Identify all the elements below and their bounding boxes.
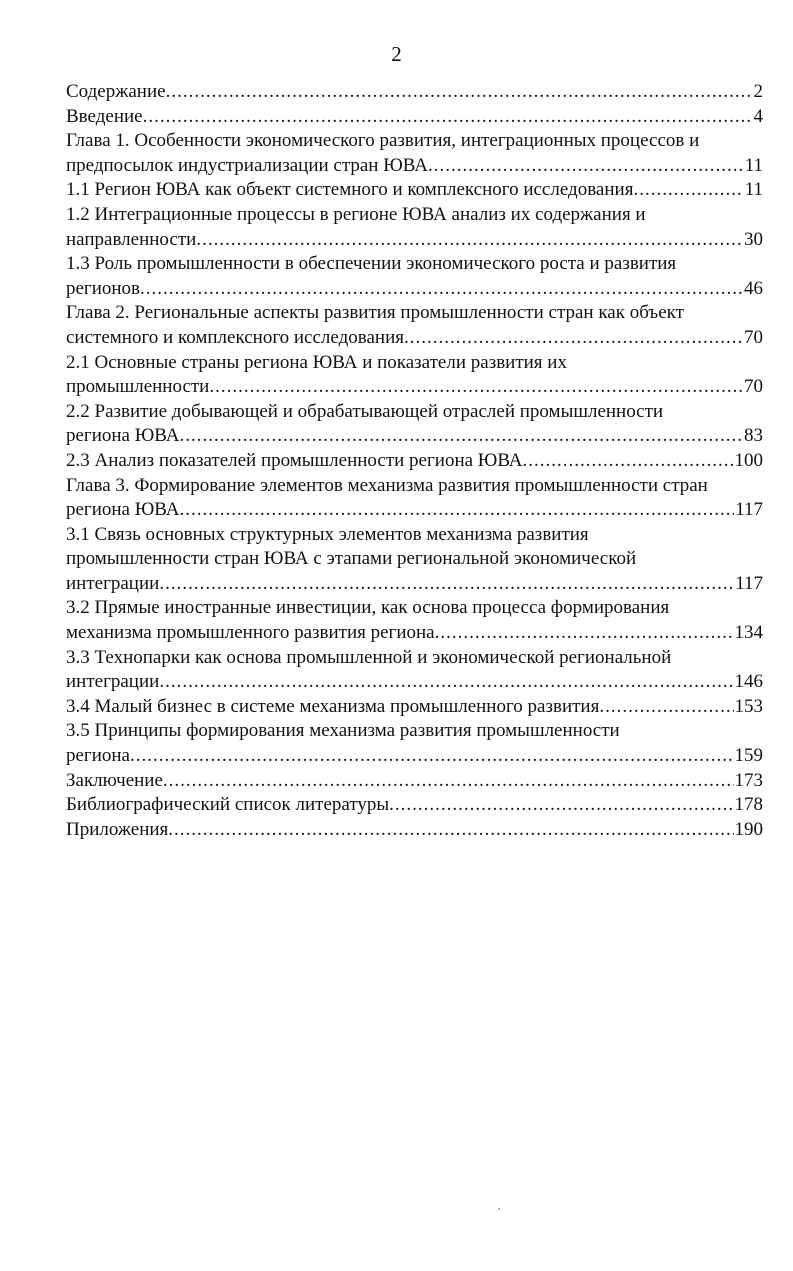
- toc-page-number: 30: [744, 228, 763, 250]
- toc-entry-title: 1.1 Регион ЮВА как объект системного и комплексного исследования: [66, 179, 634, 201]
- toc-entry-text: 3.2 Прямые иностранные инвестиции, как основа процесса формирования: [66, 597, 670, 619]
- dot-leader: [179, 424, 743, 449]
- toc-entry: [66, 818, 763, 843]
- toc-entry-last-line: [66, 375, 763, 400]
- dot-leader: [599, 695, 733, 720]
- toc-entry-last-line: [66, 105, 763, 130]
- toc-page-number: 173: [734, 769, 763, 791]
- toc-entry-last-line: [66, 154, 763, 179]
- toc-entry-text: промышленности стран ЮВА с этапами региональной экономической: [66, 548, 637, 570]
- toc-entry: [66, 178, 763, 203]
- toc-entry-title: 2.3 Анализ показателей промышленности региона ЮВА: [66, 449, 523, 471]
- dot-leader: [163, 769, 734, 794]
- toc-page-number: 83: [744, 425, 763, 447]
- toc-entry-text: 1.2 Интеграционные процессы в регионе ЮВА анализ их содержания и: [66, 203, 646, 225]
- toc-entry-text: 3.5 Принципы формирования механизма развития промышленности: [66, 720, 620, 742]
- toc-entry-title: промышленности: [66, 376, 210, 398]
- toc-entry: [66, 301, 763, 350]
- dot-leader: [159, 572, 734, 597]
- toc-entry-title: интеграции: [66, 572, 160, 594]
- toc-entry: [66, 523, 763, 597]
- toc-page-number: 117: [735, 499, 763, 521]
- toc-entry-title: региона: [66, 745, 130, 767]
- dot-leader: [523, 449, 734, 474]
- toc-entry-title: Введение: [66, 105, 143, 127]
- dot-leader: [168, 818, 733, 843]
- page-number: 2: [391, 42, 402, 66]
- toc-entry: [66, 474, 763, 523]
- toc-entry-title: Приложения: [66, 818, 169, 840]
- toc-entry-text: Глава 3. Формирование элементов механизма развития промышленности стран: [66, 474, 708, 496]
- toc-page-number: 11: [744, 179, 763, 201]
- toc-page-number: 46: [744, 277, 763, 299]
- toc-page-number: 153: [734, 695, 763, 717]
- toc-entry: [66, 793, 763, 818]
- toc-page-number: 11: [744, 154, 763, 176]
- dot-leader: [389, 793, 733, 818]
- toc-entry-text: Глава 2. Региональные аспекты развития промышленности стран как объект: [66, 302, 684, 324]
- toc-entry-last-line: [66, 178, 763, 203]
- toc-page-number: 2: [753, 81, 763, 102]
- toc-entry-title: направленности: [66, 228, 197, 250]
- toc-entry-last-line: [66, 498, 763, 523]
- toc-entry-last-line: [66, 670, 763, 695]
- toc-page-number: 70: [744, 326, 763, 348]
- toc-entry: [66, 400, 763, 449]
- toc-entry: [66, 646, 763, 695]
- toc-entry: [66, 80, 763, 105]
- toc-entry-last-line: [66, 424, 763, 449]
- toc-entry-text: 3.3 Технопарки как основа промышленной и экономической региональной: [66, 646, 672, 668]
- toc-page-number: 100: [734, 449, 763, 471]
- toc-entry-last-line: [66, 793, 763, 818]
- table-of-contents: [66, 80, 763, 842]
- toc-entry-title: Содержание: [66, 81, 166, 102]
- toc-entry-title: регионов: [66, 277, 141, 299]
- toc-entry-title: 3.4 Малый бизнес в системе механизма промышленного развития: [66, 695, 600, 717]
- toc-page-number: 178: [734, 794, 763, 816]
- dot-leader: [143, 105, 753, 130]
- toc-page-number: 70: [744, 376, 763, 398]
- toc-entry-text: 3.1 Связь основных структурных элементов механизма развития: [66, 523, 589, 545]
- dot-leader: [196, 228, 743, 253]
- toc-page-number: 146: [734, 671, 763, 693]
- dot-leader: [404, 326, 743, 351]
- dot-leader: [166, 80, 753, 105]
- toc-entry: [66, 203, 763, 252]
- toc-entry: [66, 719, 763, 768]
- toc-entry-last-line: [66, 818, 763, 843]
- toc-entry: [66, 596, 763, 645]
- toc-entry-last-line: [66, 449, 763, 474]
- toc-entry-text: 2.2 Развитие добывающей и обрабатывающей отраслей промышленности: [66, 400, 664, 422]
- toc-page-number: 117: [735, 572, 763, 594]
- toc-entry-last-line: [66, 228, 763, 253]
- toc-entry: [66, 129, 763, 178]
- toc-page-number: 4: [753, 105, 763, 127]
- toc-entry-title: предпосылок индустриализации стран ЮВА: [66, 154, 428, 176]
- toc-entry-text: Глава 1. Особенности экономического развития, интеграционных процессов и: [66, 130, 700, 152]
- toc-entry-last-line: [66, 277, 763, 302]
- toc-entry: [66, 105, 763, 130]
- dot-leader: [130, 744, 734, 769]
- dot-leader: [140, 277, 743, 302]
- toc-entry-last-line: [66, 572, 763, 597]
- dot-leader: [428, 154, 744, 179]
- scan-speck: [498, 1208, 500, 1210]
- dot-leader: [179, 498, 734, 523]
- toc-entry-text: 2.1 Основные страны региона ЮВА и показатели развития их: [66, 351, 567, 373]
- toc-entry: [66, 695, 763, 720]
- toc-entry-title: системного и комплексного исследования: [66, 326, 404, 348]
- toc-entry: [66, 351, 763, 400]
- toc-entry-last-line: [66, 744, 763, 769]
- toc-entry-last-line: [66, 326, 763, 351]
- toc-entry-title: Заключение: [66, 769, 163, 791]
- toc-entry: [66, 449, 763, 474]
- toc-entry: [66, 252, 763, 301]
- toc-entry-title: региона ЮВА: [66, 499, 180, 521]
- toc-page-number: 159: [734, 745, 763, 767]
- toc-entry-last-line: [66, 695, 763, 720]
- toc-entry-title: механизма промышленного развития региона: [66, 622, 435, 644]
- toc-page-number: 134: [734, 622, 763, 644]
- toc-entry-last-line: [66, 80, 763, 105]
- toc-entry-title: региона ЮВА: [66, 425, 180, 447]
- dot-leader: [209, 375, 743, 400]
- dot-leader: [435, 621, 734, 646]
- toc-entry: [66, 769, 763, 794]
- dot-leader: [159, 670, 733, 695]
- toc-entry-text: 1.3 Роль промышленности в обеспечении экономического роста и развития: [66, 253, 677, 275]
- toc-page-number: 190: [734, 818, 763, 840]
- toc-entry-title: интеграции: [66, 671, 160, 693]
- toc-entry-last-line: [66, 769, 763, 794]
- dot-leader: [633, 178, 743, 203]
- toc-entry-title: Библиографический список литературы: [66, 794, 390, 816]
- toc-entry-last-line: [66, 621, 763, 646]
